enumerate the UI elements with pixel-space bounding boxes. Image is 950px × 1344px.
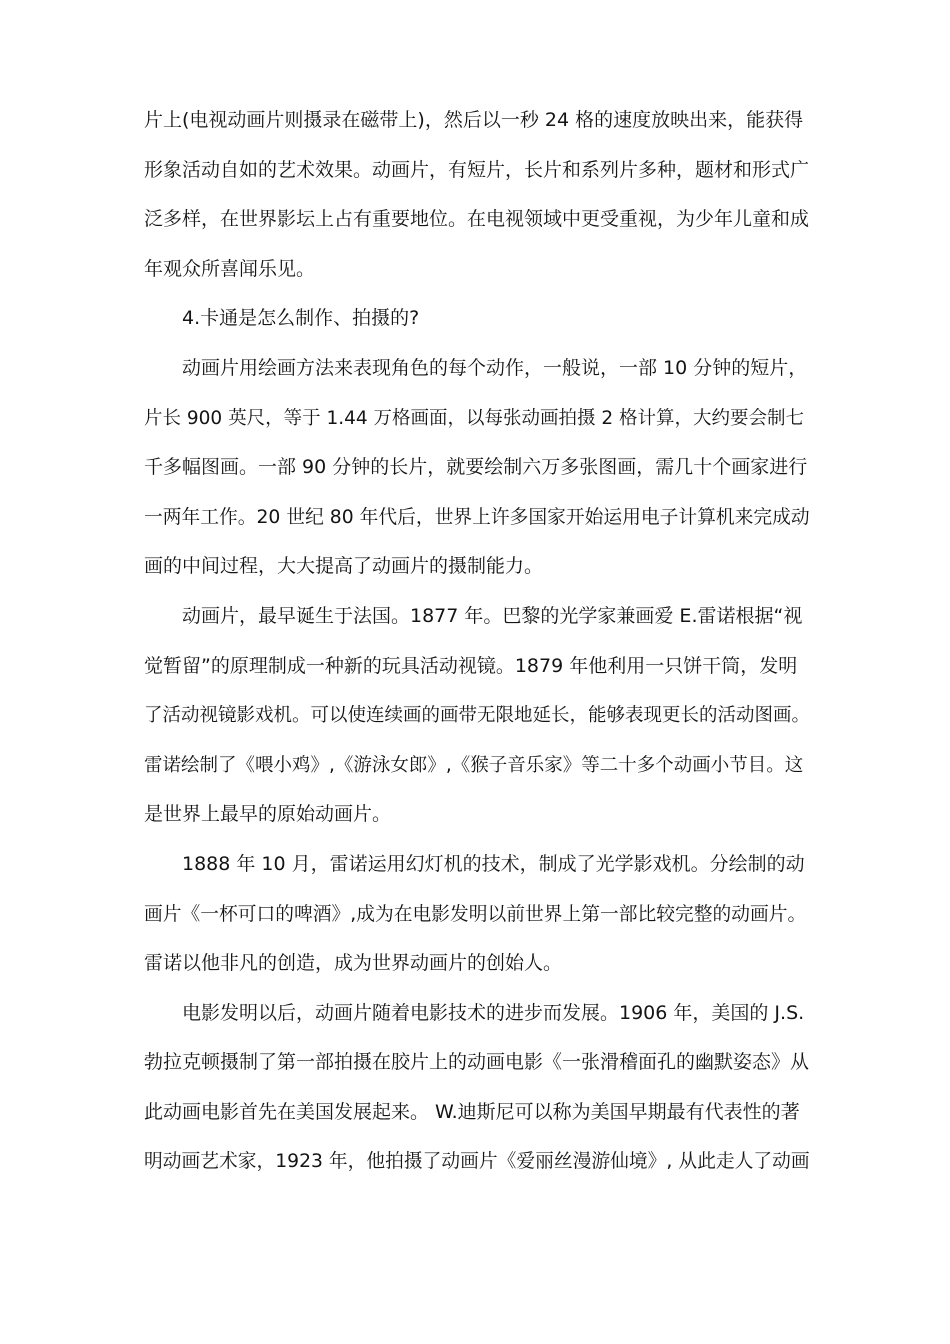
text-line: 勃拉克顿摄制了第一部拍摄在胶片上的动画电影《一张滑稽面孔的幽默姿态》从	[144, 1051, 810, 1074]
text-line: 动画片用绘画方法来表现角色的每个动作，一般说，一部 10 分钟的短片，	[182, 356, 808, 379]
text-line: 觉暂留”的原理制成一种新的玩具活动视镜。1879 年他利用一只饼干筒，发明	[144, 654, 798, 677]
paragraph	[144, 592, 810, 840]
text-line: 一两年工作。20 世纪 80 年代后，世界上许多国家开始运用电子计算机来完成动	[144, 506, 810, 528]
text-line: 形象活动自如的艺术效果。动画片，有短片，长片和系列片多种，题材和形式广	[144, 158, 810, 181]
text-line: 雷诺以他非凡的创造，成为世界动画片的创始人。	[144, 952, 563, 975]
paragraph	[144, 840, 810, 989]
text-line: 明动画艺术家，1923 年，他拍摄了动画片《爱丽丝漫游仙境》, 从此走人了动画	[144, 1151, 810, 1173]
text-line: 了活动视镜影戏机。可以使连续画的画带无限地延长，能够表现更长的活动图画。	[144, 705, 811, 727]
text-line: 画的中间过程，大大提高了动画片的摄制能力。	[144, 555, 544, 578]
text-line: 此动画电影首先在美国发展起来。 W.迪斯尼可以称为美国早期最有代表性的著	[144, 1100, 800, 1123]
section-heading	[144, 294, 810, 344]
text-line: 4.卡通是怎么制作、拍摄的?	[182, 307, 420, 330]
text-line: 雷诺绘制了《喂小鸡》,《游泳女郎》,《猴子音乐家》等二十多个动画小节目。这	[144, 754, 804, 776]
text-line: 片上(电视动画片则摄录在磁带上)，然后以一秒 24 格的速度放映出来，能获得	[144, 109, 804, 131]
text-line: 1888 年 10 月，雷诺运用幻灯机的技术，制成了光学影戏机。分绘制的动	[182, 852, 805, 875]
paragraph	[144, 96, 810, 294]
text-line: 年观众所喜闻乐见。	[144, 257, 316, 280]
text-line: 泛多样，在世界影坛上占有重要地位。在电视领域中更受重视，为少年儿童和成	[144, 208, 810, 231]
text-line: 是世界上最早的原始动画片。	[144, 803, 392, 826]
text-line: 动画片，最早诞生于法国。1877 年。巴黎的光学家兼画爱 E.雷诺根据“视	[182, 604, 803, 627]
text-line: 千多幅图画。一部 90 分钟的长片，就要绘制六万多张图画，需几十个画家进行	[144, 456, 808, 479]
text-line: 片长 900 英尺，等于 1.44 万格画面，以每张动画拍摄 2 格计算，大约要会制七	[144, 407, 805, 429]
text-line: 画片《一杯可口的啤酒》,成为在电影发明以前世界上第一部比较完整的动画片。	[144, 903, 807, 925]
paragraph	[144, 989, 810, 1187]
text-line: 电影发明以后，动画片随着电影技术的进步而发展。1906 年，美国的 J.S.	[182, 1001, 805, 1024]
paragraph	[144, 344, 810, 592]
document-body	[144, 96, 810, 1187]
